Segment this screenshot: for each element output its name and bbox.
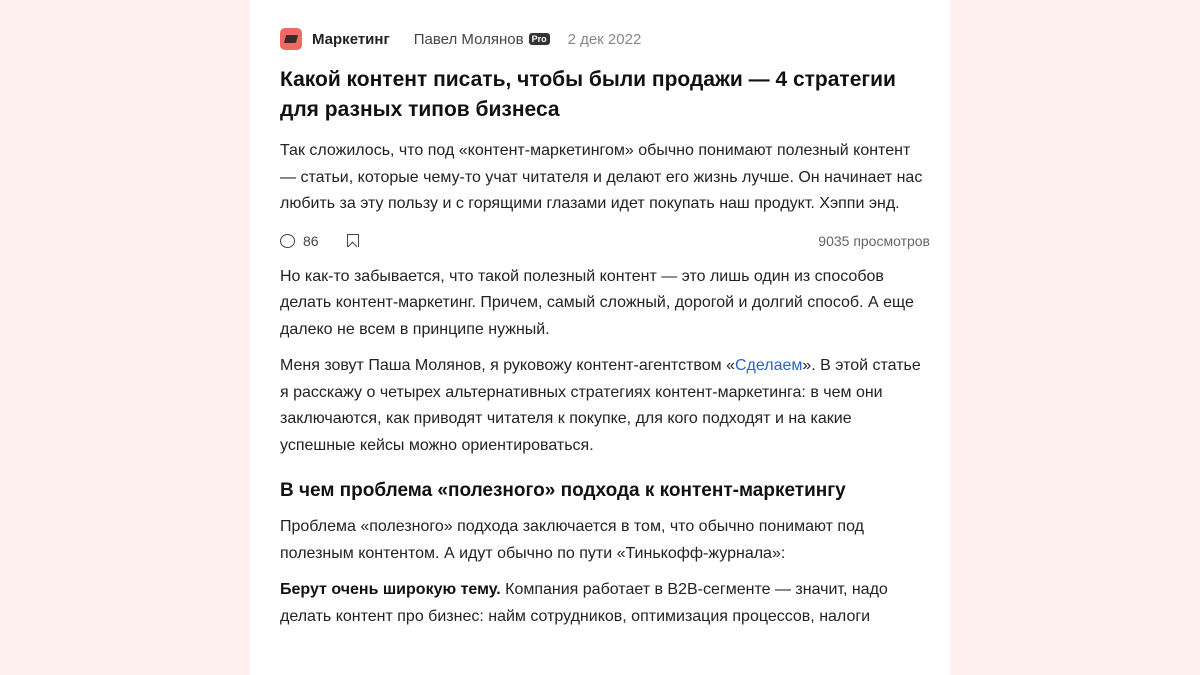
section-heading: В чем проблема «полезного» подхода к контент-маркетингу <box>280 480 846 501</box>
article-title[interactable]: Какой контент писать, чтобы были продажи — 4 стратегии для разных типов бизнеса <box>280 68 896 121</box>
comment-icon <box>280 234 295 248</box>
views-count: 9035 просмотров <box>818 232 930 249</box>
comments-count: 86 <box>303 232 319 249</box>
category-link[interactable]: Маркетинг <box>312 30 390 48</box>
bookmark-icon <box>347 234 359 247</box>
publish-date: 2 дек 2022 <box>567 30 642 48</box>
paragraph <box>280 577 930 630</box>
category-logo-icon[interactable] <box>280 28 302 50</box>
article <box>280 0 930 630</box>
paragraph: Но как-то забывается, что такой полезный контент — это лишь один из способов делать контент-маркетинг. Причем, самый сложный, дорогой и долгий способ. А еще далеко не всем в принципе нужный. <box>280 267 914 338</box>
paragraph: Проблема «полезного» подхода заключается в том, что обычно понимают под полезным контентом. А идут обычно по пути «Тинькофф-журнала»: <box>280 518 864 562</box>
author-link[interactable]: Павел Молянов <box>413 30 524 48</box>
comments-button[interactable] <box>280 233 319 249</box>
text: Компания работает в B2B-сегменте — значит, надо делать контент про бизнес: найм сотрудников, оптимизация процессов, налоги <box>280 581 888 625</box>
paragraph <box>280 353 930 459</box>
article-meta <box>280 27 930 51</box>
bookmark-button[interactable] <box>341 234 359 247</box>
text: Меня зовут Паша Молянов, я руковожу контент-агентством « <box>280 357 735 374</box>
article-page <box>250 0 950 675</box>
text: ». В этой статье я расскажу о четырех альтернативных стратегиях контент-маркетинга: в чем они заключаются, как приводят читателя к покупке, для кого подходят и на какие успешные кейсы можно ориентироваться. <box>280 357 921 454</box>
article-actions <box>280 228 930 254</box>
article-lead: Так сложилось, что под «контент-маркетингом» обычно понимают полезный контент — статьи, которые чему-то учат читателя и делают его жизнь лучше. Он начинает нас любить за эту пользу и с горящими глазами идет покупать наш продукт. Хэппи энд. <box>280 142 923 212</box>
pro-badge: Pro <box>529 33 550 45</box>
sdelaem-link[interactable]: Сделаем <box>734 357 803 374</box>
bold-text: Берут очень широкую тему. <box>280 581 501 598</box>
